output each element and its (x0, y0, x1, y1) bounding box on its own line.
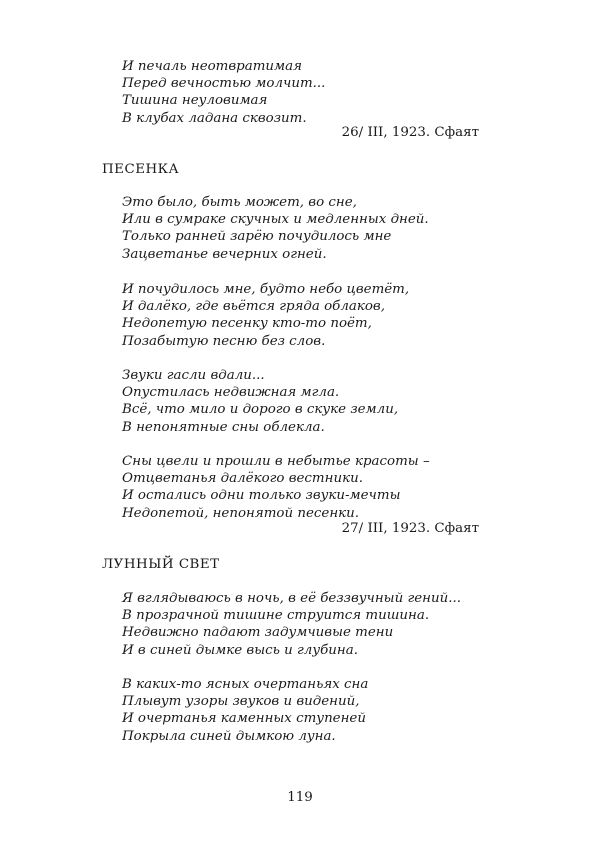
poem-title: ЛУННЫЙ СВЕТ (102, 557, 220, 572)
verse-line: И печаль неотвратимая (122, 59, 302, 74)
stanza (122, 453, 502, 522)
verse-line: Зацветанье вечерних огней. (122, 246, 327, 262)
verse-line: И остались одни только звуки-мечты (122, 488, 401, 504)
verse-line: Покрыла синей дымкою луна. (122, 728, 336, 744)
verse-line: Или в сумраке скучных и медленных дней. (122, 212, 429, 228)
verse-line: Недвижно падают задумчивые тени (122, 625, 394, 641)
verse-line: Я вглядываюсь в ночь, в её беззвучный гений... (122, 591, 461, 606)
verse-line: И далёко, где вьётся гряда облаков, (122, 299, 385, 315)
stanza (122, 590, 502, 659)
stanza (122, 676, 502, 745)
page-number: 119 (287, 790, 313, 805)
verse-line: Плывут узоры звуков и видений, (122, 694, 360, 710)
verse-line: В клубах ладана сквозит. (122, 110, 307, 126)
verse-line: И в синей дымке высь и глубина. (122, 642, 358, 658)
stanza (122, 194, 502, 263)
stanza (122, 367, 502, 436)
verse-line: Опустилась недвижная мгла. (122, 385, 340, 401)
verse-line: Сны цвели и прошли в небытье красоты – (122, 454, 430, 469)
verse-line: В прозрачной тишине струится тишина. (122, 608, 430, 624)
verse-line: Отцветанья далёкого вестники. (122, 471, 363, 487)
poem-title: ПЕСЕНКА (102, 162, 180, 177)
verse-line: Всё, что мило и дорого в скуке земли, (122, 402, 399, 418)
stanza (122, 281, 502, 350)
verse-line: Недопетой, непонятой песенки. (122, 505, 360, 521)
verse-line: В каких-то ясных очертаньях сна (122, 677, 369, 692)
verse-line: В непонятные сны облекла. (122, 419, 325, 435)
verse-line: Позабытую песню без слов. (122, 333, 326, 349)
poem-date: 26/ III, 1923. Сфаят (341, 125, 479, 140)
poem-date: 27/ III, 1923. Сфаят (341, 521, 479, 536)
verse-line: Это было, быть может, во сне, (122, 195, 357, 210)
verse-line: Перед вечностью молчит... (122, 76, 326, 92)
verse-line: И очертанья каменных ступеней (122, 711, 366, 727)
verse-line: Звуки гасли вдали... (122, 368, 265, 383)
verse-line: Недопетую песенку кто-то поёт, (122, 316, 372, 332)
stanza-previous-poem (122, 58, 502, 127)
verse-line: И почудилось мне, будто небо цветёт, (122, 282, 410, 297)
verse-line: Тишина неуловимая (122, 93, 268, 109)
verse-line: Только ранней зарёю почудилось мне (122, 229, 392, 245)
